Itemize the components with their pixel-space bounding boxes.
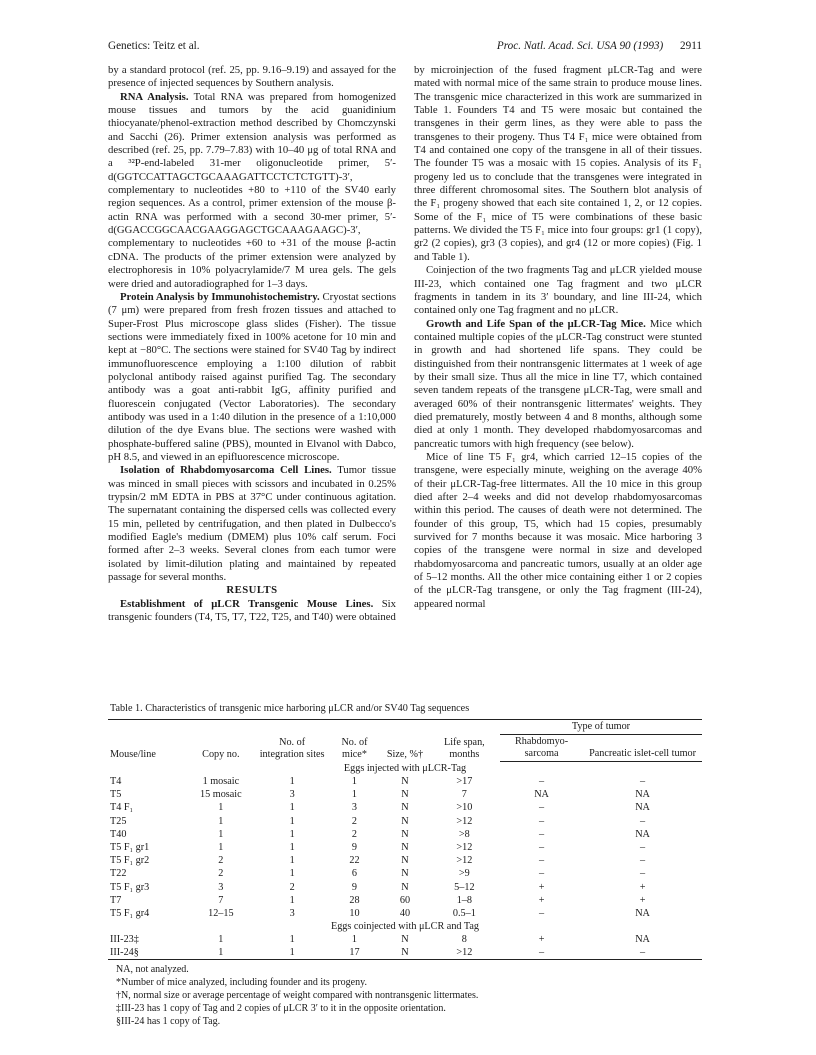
- table-row: [108, 801, 702, 814]
- table-cell: T5 F₁ gr2: [110, 855, 150, 867]
- running-header: [108, 40, 702, 56]
- table-cell: 1: [289, 776, 295, 788]
- header-journal: Proc. Natl. Acad. Sci. USA 90 (1993): [496, 40, 664, 52]
- column-header: Copy no.: [202, 748, 240, 760]
- table-cell: –: [539, 802, 545, 814]
- table-cell: N: [401, 815, 409, 827]
- column-header: Rhabdomyo-sarcoma: [500, 735, 583, 762]
- table-cell: +: [538, 881, 545, 893]
- table-footnote: ‡III-23 has 1 copy of Tag and 2 copies of μLCR 3′ to it in the opposite orientation.: [116, 1003, 446, 1015]
- table-cell: 22: [349, 855, 360, 867]
- table-cell: 1: [351, 789, 358, 801]
- table-cell: 2: [351, 815, 358, 827]
- table-cell: +: [538, 894, 545, 906]
- table-cell: 1: [289, 894, 295, 906]
- paragraph-rna-analysis: [108, 91, 396, 291]
- paragraph-body: Six transgenic founders (T4, T5, T7, T22, T25, and T40) were obtained: [108, 597, 396, 624]
- table-cell: 1: [185, 946, 256, 960]
- paragraph: by microinjection of the fused fragment μLCR-Tag and were mated with normal mice of the same strain to produce mouse lines. The transgenic mice characterized in this work are summarized in Table 1. Founders T4 and T5 were mosaic but contained the transgenes in their germ lines, as they were able to pass the transgenes to their progeny. Thus T4 F₁ mice were obtained from T4 and contained one copy of the transgene in all of their tissues. The founder T5 was a mosaic with 15 copies. Analysis of its F₁ progeny led us to conclude that the transgenes were integrated in three different chromosomal sites. The Southern blot analysis of the F₁ progeny showed that each site contained 1, 2, or 12 copies. Some of the F₁ mice of T5 were combinations of these basic patterns. We divided the T5 F₁ mice into four groups: gr1 (1 copy), gr2 (2 copies), gr3 (3 copies), and gr4 (12 or more copies) (Fig. 1 and Table 1).: [414, 64, 702, 263]
- table-cell: N: [401, 855, 409, 867]
- table-cell: >8: [458, 828, 470, 840]
- table-cell: –: [640, 868, 646, 880]
- table-cell: 1: [289, 802, 295, 814]
- page-number: 2911: [680, 40, 702, 52]
- table-cell: 2: [218, 855, 224, 867]
- table-cell: 2: [351, 828, 358, 840]
- table-footnote: †N, normal size or average percentage of weight compared with nontransgenic littermates.: [116, 990, 479, 1002]
- column-header: No. of mice*: [341, 736, 368, 760]
- table-cell: 3: [218, 881, 224, 893]
- table-cell: 3: [289, 907, 295, 919]
- table-cell: 1: [218, 802, 224, 814]
- table-cell: 1 mosaic: [202, 776, 240, 788]
- table-cell: 7: [461, 789, 467, 801]
- table-cell: >12: [456, 842, 473, 854]
- table-cell: NA: [635, 934, 650, 946]
- table-cell: N: [401, 868, 409, 880]
- table-cell: 2: [289, 881, 295, 893]
- table-cell: T5: [110, 789, 122, 801]
- paragraph-growth: [414, 318, 702, 451]
- table-cell: 1: [218, 815, 224, 827]
- table-caption: Table 1. Characteristics of transgenic mice harboring μLCR and/or SV40 Tag sequences: [110, 703, 470, 714]
- paragraph-body: Mice which contained multiple copies of the μLCR-Tag construct were stunted in growth and had shortened life spans. They could be distinguished from their nontransgenic littermates at 1 week of age by their small size. Thus all the mice in line T7, which contained seven tandem repeats of the transgene μLCR-Tag, were small and averaged 60% of their nontransgenic littermates' weights. They died prematurely, mostly between 4 and 8 months, although some died at only 1 month. They developed rhabdomyosarcomas and pancreatic tumors with high frequency (see below).: [414, 317, 703, 450]
- run-in-heading: Protein Analysis by Immunohistochemistry.: [120, 290, 320, 303]
- run-in-heading: RNA Analysis.: [120, 90, 189, 103]
- paragraph-body: Cryostat sections (7 μm) were prepared from fresh frozen tissues and attached to Super-Frost Plus microscope glass slides (Fisher). The tissue sections were immediately fixed in 100% acetone for 10 min and kept at −80°C. The sections were stained for SV40 Tag by indirect immunofluorescence employing a 1:100 dilution of rabbit polyclonal antibody raised against purified Tag. The secondary antibody was a goat anti-rabbit IgG, affinity purified and fluorescein conjugated (Vector Laboratories). The secondary antibody was used in a 1:40 dilution in the presence of a 1:10,000 dilution of the dye Evans blue. The sections were washed with phosphate-buffered saline (PBS), mounted in Elvanol with Dabco, pH 8.5, and viewed in an epifluorescence microscope.: [108, 290, 396, 463]
- run-in-heading: Isolation of Rhabdomyosarcoma Cell Lines.: [120, 464, 332, 477]
- header-section: Genetics: Teitz et al.: [108, 40, 200, 52]
- table-cell: T7: [110, 894, 122, 906]
- table-cell: –: [539, 815, 545, 827]
- table-cell: 1: [351, 934, 358, 946]
- paragraph-body: Tumor tissue was minced in small pieces with scissors and incubated in 0.25% trypsin/2 mM EDTA in PBS at 37°C under continuous agitation. The supernatant containing the dispersed cells was collected every 15 min, pelleted by centrifugation, and then plated in Dulbecco's modified Eagle's medium (DMEM) plus 10% calf serum. Foci formed after 2–3 weeks. Several clones from each tumor were isolated by limit-dilution plating and maintained by repeated passage for several months.: [108, 464, 396, 584]
- table-cell: –: [640, 842, 646, 854]
- table-cell: +: [639, 881, 646, 893]
- table-row: [108, 828, 702, 841]
- table-cell: 1: [351, 776, 358, 788]
- table-cell: 17: [328, 946, 381, 960]
- run-in-heading: Establishment of μLCR Transgenic Mouse Lines.: [120, 597, 374, 610]
- table-row: [108, 933, 702, 946]
- table-cell: III-24§: [108, 946, 185, 960]
- left-column: [108, 64, 396, 624]
- section-title: RESULTS: [226, 584, 278, 597]
- table-cell: 1: [218, 842, 224, 854]
- table-cell: +: [538, 934, 545, 946]
- table-cell: T25: [110, 815, 127, 827]
- table-cell: N: [401, 776, 409, 788]
- table-row: [108, 815, 702, 828]
- table-cell: –: [539, 828, 545, 840]
- table-cell: NA: [534, 789, 549, 801]
- table-cell: >12: [456, 815, 473, 827]
- table-cell: 5–12: [454, 881, 475, 893]
- table-cell: –: [539, 842, 545, 854]
- header-citation: [497, 40, 702, 52]
- table-cell: >12: [456, 855, 473, 867]
- table-row: [108, 946, 702, 960]
- table-cell: N: [401, 934, 409, 946]
- paragraph-protein-analysis: [108, 291, 396, 464]
- table-cell: 2: [218, 868, 224, 880]
- table-cell: 7: [218, 894, 224, 906]
- table-cell: N: [401, 881, 409, 893]
- table-cell: 8: [461, 934, 467, 946]
- table-cell: 0.5–1: [452, 907, 476, 919]
- table-row: [108, 854, 702, 867]
- column-header: Life span, months: [443, 736, 485, 760]
- table-cell: NA: [635, 789, 650, 801]
- column-group-header: Type of tumor: [500, 720, 702, 735]
- table-cell: NA: [635, 802, 650, 814]
- run-in-heading: Growth and Life Span of the μLCR-Tag Mice.: [426, 317, 646, 330]
- table-group-label: Eggs coinjected with μLCR and Tag: [330, 921, 479, 933]
- table-cell: III-23‡: [110, 934, 139, 946]
- table-cell: N: [401, 828, 409, 840]
- table-cell: 6: [351, 868, 358, 880]
- table-cell: 1: [289, 828, 295, 840]
- table-cell: 1: [256, 946, 327, 960]
- table-cell: 1: [289, 842, 295, 854]
- paragraph-cell-lines: [108, 464, 396, 584]
- table-cell: –: [640, 855, 646, 867]
- table-cell: 9: [351, 881, 358, 893]
- table-cell: 12–15: [208, 907, 234, 919]
- table-row: [108, 894, 702, 907]
- paragraph: by a standard protocol (ref. 25, pp. 9.16–9.19) and assayed for the presence of injected sequences by Southern analysis.: [108, 64, 396, 90]
- table-cell: NA: [635, 907, 650, 919]
- paragraph-body: Total RNA was prepared from homogenized mouse tissues and tumors by the acid guanidinium thiocyanate/phenol-extraction method described by Chomczynski and Sacchi (26). Primer extension analysis was performed as described (ref. 25, pp. 7.79–7.83) with 10–40 μg of total RNA and a ³²P-end-labeled 31-mer oligonucleotide primer, 5′-d(GGTCCATTAGCTGCAAAGATTCCTCTCTGTT)-3′, complementary to nucleotides +80 to +110 of the SV40 early region sequences. As a control, primer extension of the mouse β-actin RNA was performed with a second 30-mer primer, 5′-d(GGACCGGCAACGAAGGAGCTGCAAAGAAGC)-3′, complementary to nucleotides +60 to +31 of the mouse β-actin cDNA. The products of the primer extension were analyzed by electrophoresis in 10% polyacrylamide/7 M urea gels. The gels were dried and autoradiographed for 1–3 days.: [108, 90, 396, 290]
- table-cell: T5 F₁ gr1: [110, 842, 150, 854]
- table-row: [108, 775, 702, 788]
- column-header: Pancreatic islet-cell tumor: [583, 735, 702, 762]
- table-cell: –: [539, 868, 545, 880]
- table-cell: 1–8: [456, 894, 472, 906]
- table-cell: 15 mosaic: [200, 789, 242, 801]
- column-header: No. of integration sites: [259, 736, 325, 760]
- table-cell: –: [539, 776, 545, 788]
- table-cell: –: [640, 776, 646, 788]
- table-cell: 10: [349, 907, 360, 919]
- table-footnote: §III-24 has 1 copy of Tag.: [116, 1016, 221, 1028]
- column-header: Size, %†: [386, 748, 424, 760]
- table-cell: N: [401, 789, 409, 801]
- table-row: [108, 788, 702, 801]
- table-cell: –: [539, 855, 545, 867]
- table-footnote: *Number of mice analyzed, including founder and its progeny.: [116, 977, 367, 989]
- table-cell: 1: [289, 934, 295, 946]
- table-cell: 1: [218, 828, 224, 840]
- table-cell: T5 F₁ gr4: [110, 907, 150, 919]
- table-row: [108, 841, 702, 854]
- table-cell: >9: [458, 868, 470, 880]
- table-cell: >17: [456, 776, 473, 788]
- table-cell: T4: [110, 776, 122, 788]
- table-cell: N: [401, 842, 409, 854]
- table-cell: –: [500, 946, 583, 960]
- table-row: [108, 907, 702, 920]
- paragraph: Mice of line T5 F₁ gr4, which carried 12–15 copies of the transgene, were especially minute, weighing on the average 40% of their μLCR-Tag-free littermates. All the 10 mice in this group died after 2–4 weeks and did not develop rhabdomyosarcomas within this period. The causes of death were not determined. The founder of this group, T5, which had 15 copies, presumably survived for 7 months because it was mosaic. Mice harboring 3 copies of the transgene were normal in size and developed rhabdomyosarcoma and pancreatic tumors, usually at an older age of 5–12 months. All the other mice containing either 1 or 2 copies of the μLCR-Tag transgene, or only the Tag fragment (III-24), appeared normal: [414, 450, 702, 610]
- right-column: [414, 64, 702, 611]
- table-cell: 1: [218, 934, 224, 946]
- table-cell: –: [539, 907, 545, 919]
- table-cell: 9: [351, 842, 358, 854]
- table-cell: T22: [110, 868, 127, 880]
- table-footnote: NA, not analyzed.: [116, 964, 189, 976]
- table-group-label: Eggs injected with μLCR-Tag: [343, 763, 467, 774]
- table-1: [108, 703, 702, 1028]
- table-cell: T4 F₁: [110, 802, 134, 814]
- paragraph-establishment: [108, 598, 396, 625]
- table-cell: 1: [289, 815, 295, 827]
- table-cell: 60: [399, 894, 411, 906]
- table-cell: 40: [399, 907, 411, 919]
- table-cell: T40: [110, 828, 127, 840]
- table-cell: T5 F₁ gr3: [110, 881, 150, 893]
- table-cell: 3: [289, 789, 295, 801]
- data-table: [108, 719, 702, 960]
- table-cell: –: [640, 815, 646, 827]
- table-cell: –: [583, 946, 702, 960]
- table-cell: 3: [351, 802, 358, 814]
- table-cell: NA: [635, 828, 650, 840]
- table-cell: N: [381, 946, 429, 960]
- paragraph: Coinjection of the two fragments Tag and μLCR yielded mouse III-23, which contained one Tag fragment and two μLCR fragments in tandem in its 3′ boundary, and line III-24, which contained only one Tag fragment and no μLCR.: [414, 264, 702, 317]
- table-row: [108, 867, 702, 880]
- table-cell: >12: [429, 946, 500, 960]
- table-cell: +: [639, 894, 646, 906]
- table-row: [108, 881, 702, 894]
- table-footnotes: [108, 963, 702, 1028]
- column-header: Mouse/line: [110, 748, 156, 760]
- table-cell: 1: [289, 855, 295, 867]
- table-cell: >10: [456, 802, 473, 814]
- table-cell: 1: [289, 868, 295, 880]
- table-cell: 28: [349, 894, 360, 906]
- table-cell: N: [401, 802, 409, 814]
